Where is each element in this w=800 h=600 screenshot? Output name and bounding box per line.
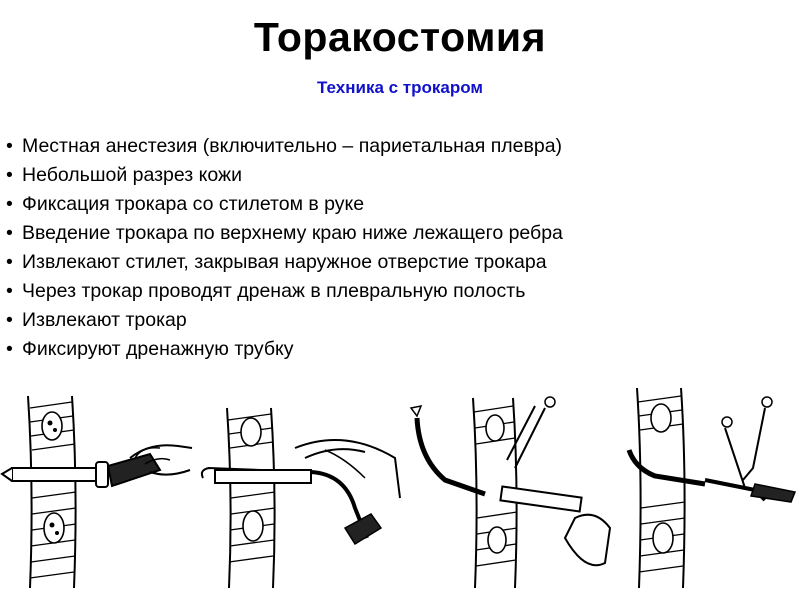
- list-item: • Извлекают трокар: [6, 306, 563, 335]
- list-item: • Небольшой разрез кожи: [6, 161, 563, 190]
- list-item: • Местная анестезия (включительно – париетальная плевра): [6, 132, 563, 161]
- bullet-icon: •: [6, 222, 13, 244]
- steps-list: [6, 132, 563, 364]
- bullet-icon: •: [6, 309, 13, 331]
- bullet-icon: •: [6, 280, 13, 302]
- bullet-icon: •: [6, 251, 13, 273]
- tube-fixation-illustration: [615, 388, 800, 593]
- drain-insertion-illustration: [405, 388, 615, 593]
- list-item: • Извлекают стилет, закрывая наружное отверстие трокара: [6, 248, 563, 277]
- list-item: • Через трокар проводят дренаж в плевральную полость: [6, 277, 563, 306]
- list-item: • Фиксация трокара со стилетом в руке: [6, 190, 563, 219]
- slide-subtitle: Техника с трокаром: [317, 78, 483, 97]
- bullet-icon: •: [6, 164, 13, 186]
- bullet-icon: •: [6, 338, 13, 360]
- bullet-icon: •: [6, 135, 13, 157]
- slide-title: Торакостомия: [253, 14, 547, 60]
- bullet-icon: •: [6, 193, 13, 215]
- list-item: • Фиксируют дренажную трубку: [6, 335, 563, 364]
- list-item: • Введение трокара по верхнему краю ниже лежащего ребра: [6, 219, 563, 248]
- trocar-insertion-illustration: [0, 388, 195, 593]
- stylet-removal-illustration: [195, 388, 405, 593]
